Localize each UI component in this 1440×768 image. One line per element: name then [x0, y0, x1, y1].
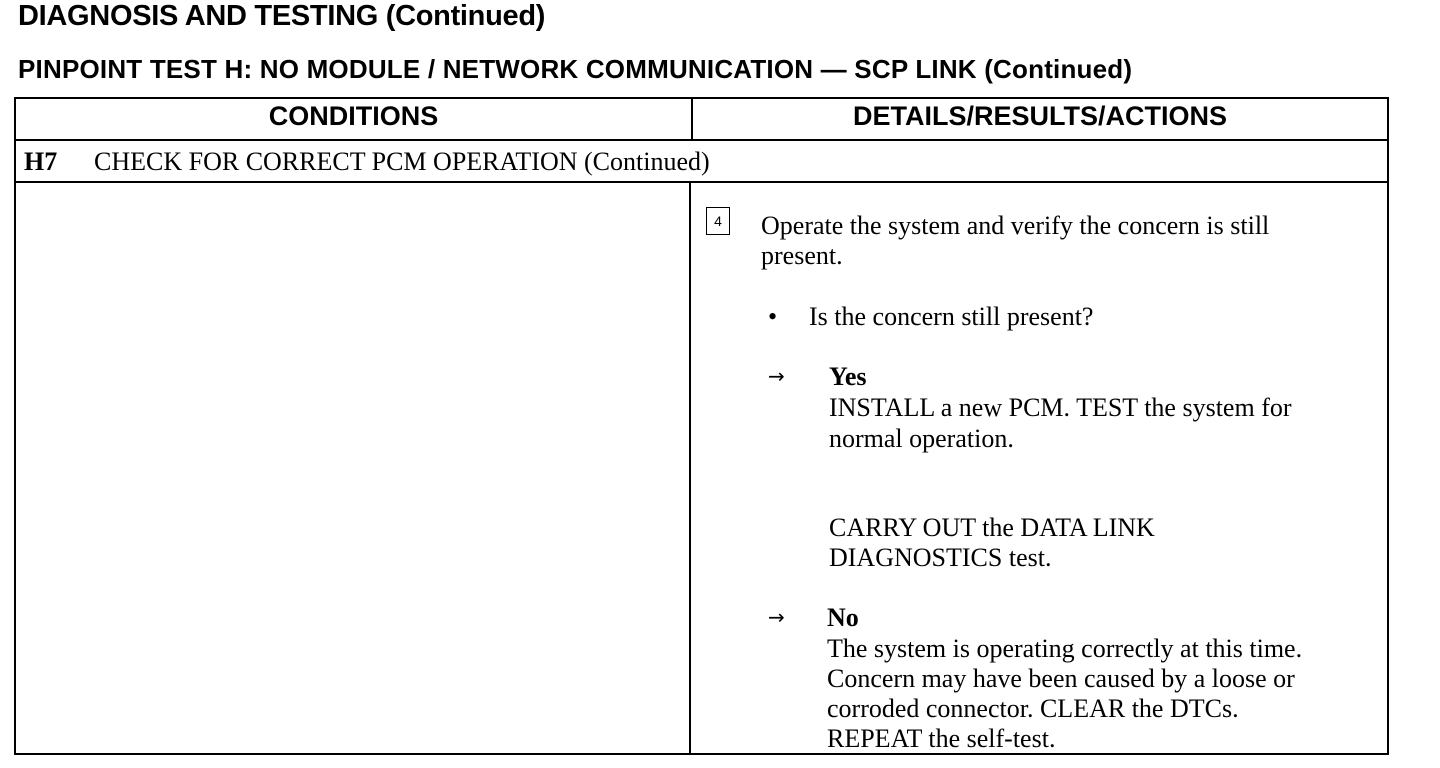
header-row-border [16, 139, 1387, 141]
instruction-line-1: Operate the system and verify the concern is still [761, 211, 1270, 240]
conditions-cell [16, 183, 688, 753]
header-divider [691, 99, 693, 141]
bullet-icon: • [768, 302, 778, 331]
no-action-line-2: Concern may have been caused by a loose or [827, 664, 1295, 693]
column-header-conditions: CONDITIONS [268, 101, 439, 131]
no-action-line-3: corroded connector. CLEAR the DTCs. [827, 694, 1239, 723]
yes-action-line-4: DIAGNOSTICS test. [829, 543, 1052, 572]
yes-arrow-icon: → [768, 364, 785, 388]
step-id: H7 [24, 147, 58, 176]
no-action-line-1: The system is operating correctly at this time. [827, 634, 1303, 663]
pinpoint-test-table [14, 97, 1389, 755]
step-row [24, 147, 710, 177]
no-label: No [827, 603, 859, 632]
body-divider [689, 181, 691, 755]
yes-action-line-3: CARRY OUT the DATA LINK [829, 513, 1155, 542]
yes-action-line-2: normal operation. [829, 424, 1014, 453]
step-title: CHECK FOR CORRECT PCM OPERATION (Continued) [94, 147, 710, 176]
yes-label: Yes [829, 362, 867, 391]
column-header-details: DETAILS/RESULTS/ACTIONS [852, 101, 1227, 131]
no-arrow-icon: → [768, 605, 785, 629]
document-title: DIAGNOSIS AND TESTING (Continued) [18, 0, 546, 32]
no-action-line-4: REPEAT the self-test. [827, 724, 1056, 753]
yes-action-line-1: INSTALL a new PCM. TEST the system for [829, 393, 1292, 422]
substep-number-box: 4 [706, 207, 730, 235]
instruction-line-2: present. [761, 241, 843, 270]
pinpoint-test-title: PINPOINT TEST H: NO MODULE / NETWORK COMMUNICATION — SCP LINK (Continued) [18, 54, 1133, 84]
question-text: Is the concern still present? [809, 302, 1094, 331]
